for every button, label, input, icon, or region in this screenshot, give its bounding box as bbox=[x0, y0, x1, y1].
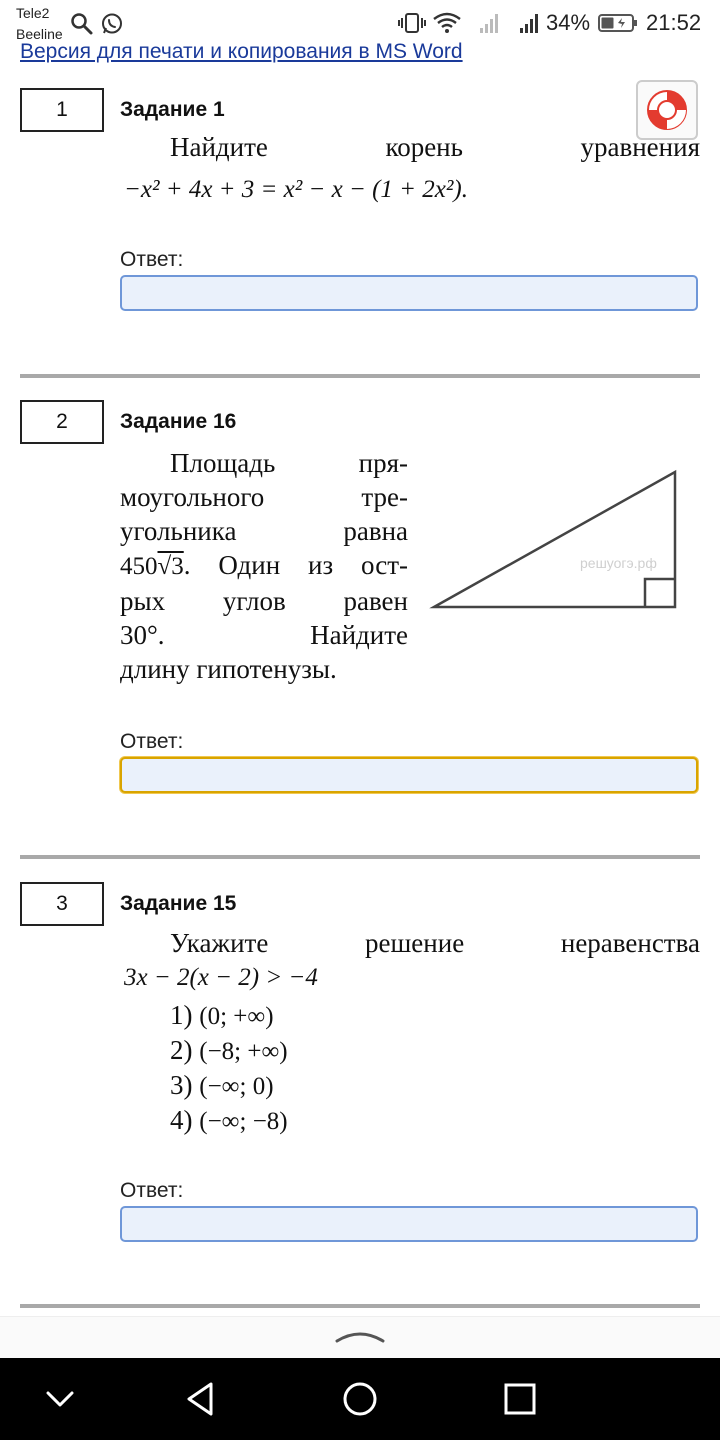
area-radical: √3 bbox=[157, 553, 184, 580]
answer-label: Ответ: bbox=[120, 248, 184, 271]
option-label: 2) bbox=[170, 1035, 193, 1065]
word: Найдите bbox=[170, 132, 268, 162]
word: решение bbox=[365, 928, 465, 958]
task-2-text bbox=[120, 446, 408, 686]
text-line-area bbox=[120, 548, 408, 584]
text-line: Площадь пря- bbox=[170, 448, 408, 478]
option-value: (−8; +∞) bbox=[199, 1038, 288, 1065]
answer-option bbox=[170, 1068, 274, 1104]
task-1-equation: −x² + 4x + 3 = x² − x − (1 + 2x²). bbox=[124, 176, 468, 203]
right-angle-mark bbox=[645, 579, 675, 607]
recent-apps-icon[interactable] bbox=[503, 1382, 537, 1416]
wifi-icon bbox=[432, 12, 462, 34]
word: неравенства bbox=[560, 928, 700, 958]
task-number-box: 3 bbox=[20, 882, 104, 926]
option-label: 3) bbox=[170, 1070, 193, 1100]
word: уравнения bbox=[580, 132, 700, 162]
carrier-1: Tele2 bbox=[16, 5, 50, 21]
task-number-box: 1 bbox=[20, 88, 104, 132]
text-line: рых углов равен bbox=[120, 586, 408, 616]
word: корень bbox=[385, 132, 463, 162]
option-value: (−∞; −8) bbox=[199, 1108, 288, 1135]
triangle-figure bbox=[428, 464, 688, 614]
search-icon bbox=[70, 12, 94, 36]
task-title: Задание 16 bbox=[120, 410, 237, 433]
area-prefix: 450 bbox=[120, 553, 158, 580]
task-3-inequality: 3x − 2(x − 2) > −4 bbox=[124, 964, 318, 991]
figure-watermark: решуогэ.рф bbox=[580, 555, 657, 571]
divider bbox=[20, 855, 700, 859]
option-value: (0; +∞) bbox=[199, 1003, 274, 1030]
task-title: Задание 1 bbox=[120, 98, 225, 121]
system-nav-bar bbox=[0, 1358, 720, 1440]
carrier-2: Beeline bbox=[16, 26, 63, 42]
divider bbox=[20, 374, 700, 378]
battery-icon bbox=[598, 13, 638, 33]
answer-option bbox=[170, 1103, 288, 1139]
hide-keyboard-icon[interactable] bbox=[44, 1384, 76, 1414]
option-label: 4) bbox=[170, 1105, 193, 1135]
task-title: Задание 15 bbox=[120, 892, 237, 915]
text-line: угольника равна bbox=[120, 516, 408, 546]
text-line: 30°. Найдите bbox=[120, 620, 408, 650]
text-line: длину гипотенузы. bbox=[120, 654, 337, 684]
print-version-link[interactable]: Версия для печати и копирования в MS Word bbox=[20, 40, 463, 63]
task-3-text bbox=[170, 926, 700, 960]
whatsapp-icon bbox=[100, 12, 124, 36]
answer-input-1[interactable] bbox=[120, 275, 698, 311]
home-icon[interactable] bbox=[342, 1380, 378, 1418]
answer-label: Ответ: bbox=[120, 1179, 184, 1202]
option-label: 1) bbox=[170, 1000, 193, 1030]
lifebuoy-icon bbox=[645, 88, 689, 132]
status-bar bbox=[0, 0, 720, 44]
answer-label: Ответ: bbox=[120, 730, 184, 753]
chevron-up-icon[interactable] bbox=[334, 1325, 386, 1345]
word: Укажите bbox=[170, 928, 269, 958]
task-1-text bbox=[170, 130, 700, 164]
area-suffix: . Один из ост- bbox=[183, 550, 408, 580]
answer-input-2[interactable] bbox=[120, 757, 698, 793]
vibrate-icon bbox=[398, 12, 426, 34]
answer-option bbox=[170, 1033, 288, 1069]
back-icon[interactable] bbox=[183, 1380, 219, 1418]
divider bbox=[20, 1304, 700, 1308]
answer-input-3[interactable] bbox=[120, 1206, 698, 1242]
triangle-shape bbox=[434, 472, 675, 607]
signal-icon-1 bbox=[478, 12, 502, 34]
bottom-toolbar bbox=[0, 1316, 720, 1359]
clock: 21:52 bbox=[646, 10, 702, 35]
battery-percent: 34% bbox=[546, 10, 591, 35]
option-value: (−∞; 0) bbox=[199, 1073, 274, 1100]
signal-icon-2 bbox=[518, 12, 542, 34]
task-number-box: 2 bbox=[20, 400, 104, 444]
answer-option bbox=[170, 998, 274, 1034]
text-line: моугольного тре- bbox=[120, 482, 408, 512]
